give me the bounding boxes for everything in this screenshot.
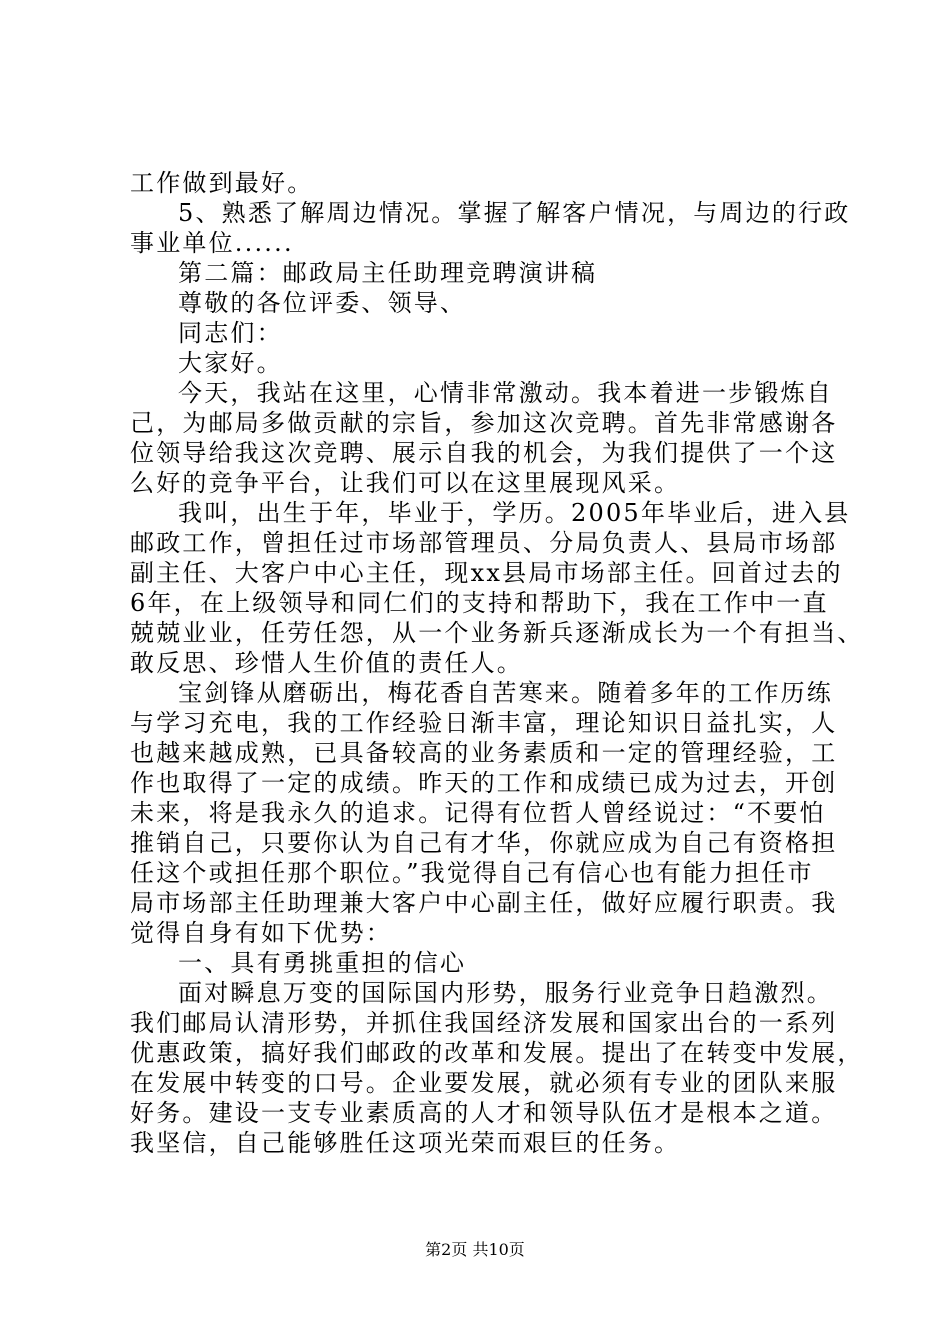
text-line: 位领导给我这次竞聘、展示自我的机会，为我们提供了一个这	[130, 439, 838, 467]
text-line: 与学习充电，我的工作经验日渐丰富，理论知识日益扎实，人	[130, 709, 838, 737]
text-line: 尊敬的各位评委、领导、	[178, 289, 467, 317]
text-line: 5、熟悉了解周边情况。掌握了解客户情况，与周边的行政	[178, 199, 851, 227]
text-line: 今天，我站在这里，心情非常激动。我本着进一步锻炼自	[178, 379, 833, 407]
text-line: 我坚信，自己能够胜任这项光荣而艰巨的任务。	[130, 1129, 681, 1157]
text-line: 第二篇：邮政局主任助理竞聘演讲稿	[178, 259, 598, 287]
text-line: 局市场部主任助理兼大客户中心副主任，做好应履行职责。我	[130, 889, 838, 917]
text-line: 兢兢业业，任劳任怨，从一个业务新兵逐渐成长为一个有担当、	[130, 619, 864, 647]
text-line: 己，为邮局多做贡献的宗旨，参加这次竞聘。首先非常感谢各	[130, 409, 838, 437]
text-line: 大家好。	[178, 349, 283, 377]
text-line: 工作做到最好。	[130, 169, 314, 197]
text-line: 在发展中转变的口号。企业要发展，就必须有专业的团队来服	[130, 1069, 838, 1097]
text-line: 敢反思、珍惜人生价值的责任人。	[130, 649, 523, 677]
text-line: 面对瞬息万变的国际国内形势，服务行业竞争日趋激烈。	[178, 979, 833, 1007]
text-line: 好务。建设一支专业素质高的人才和领导队伍才是根本之道。	[130, 1099, 838, 1127]
text-line: 未来，将是我永久的追求。记得有位哲人曾经说过：“不要怕	[130, 799, 826, 827]
text-line: 任这个或担任那个职位。”我觉得自己有信心也有能力担任市	[130, 859, 814, 887]
text-line: 宝剑锋从磨砺出，梅花香自苦寒来。随着多年的工作历练	[178, 679, 833, 707]
document-body	[130, 168, 864, 1158]
text-line: 推销自己，只要你认为自己有才华，你就应成为自己有资格担	[130, 829, 838, 857]
text-line: 邮政工作，曾担任过市场部管理员、分局负责人、县局市场部	[130, 529, 838, 557]
text-line: 么好的竞争平台，让我们可以在这里展现风采。	[130, 469, 681, 497]
text-line: 同志们：	[178, 319, 283, 347]
text-line: 一、具有勇挑重担的信心	[178, 949, 467, 977]
text-line: 6年，在上级领导和同仁们的支持和帮助下，我在工作中一直	[130, 589, 829, 617]
text-line: 事业单位......	[130, 229, 294, 257]
text-line: 作也取得了一定的成绩。昨天的工作和成绩已成为过去，开创	[130, 769, 838, 797]
text-line: 我们邮局认清形势，并抓住我国经济发展和国家出台的一系列	[130, 1009, 838, 1037]
page-footer: 第2页 共10页	[425, 1240, 525, 1259]
text-line: 副主任、大客户中心主任，现xx县局市场部主任。回首过去的	[130, 559, 843, 587]
text-line: 我叫，出生于年，毕业于，学历。2005年毕业后，进入县	[178, 499, 851, 527]
text-line: 优惠政策，搞好我们邮政的改革和发展。提出了在转变中发展，	[130, 1039, 864, 1067]
text-line: 也越来越成熟，已具备较高的业务素质和一定的管理经验，工	[130, 739, 838, 767]
text-line: 觉得自身有如下优势：	[130, 919, 392, 947]
